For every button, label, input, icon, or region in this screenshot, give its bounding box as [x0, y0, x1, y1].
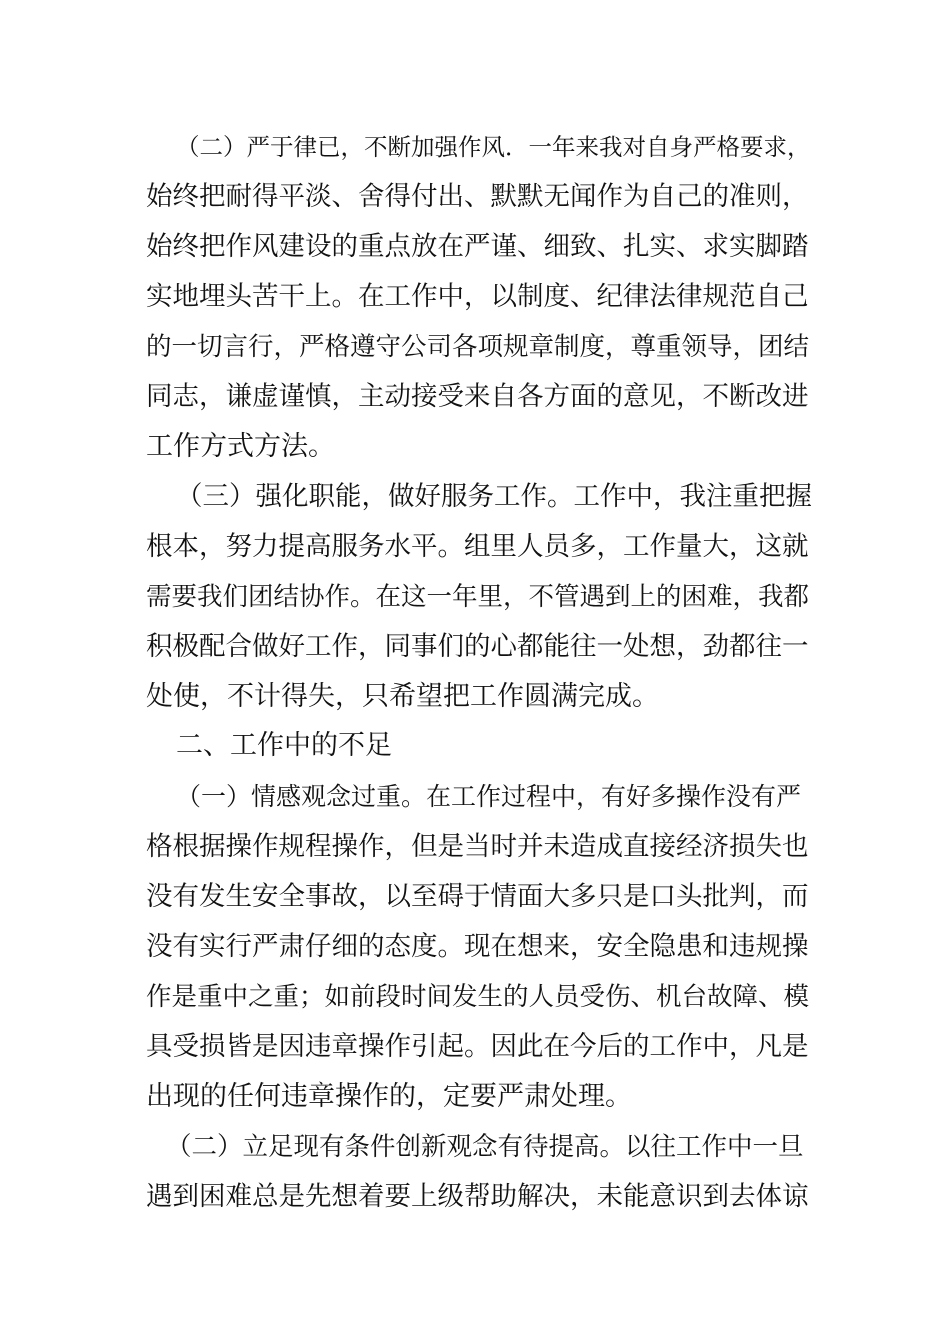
- text-line: （二）严于律已，不断加强作风．一年来我对自身严格要求，: [176, 133, 811, 161]
- text-line: 同志，谦虚谨慎，主动接受来自各方面的意见，不断改进: [146, 381, 809, 412]
- text-line: 需要我们团结协作。在这一年里，不管遇到上的困难，我都: [146, 582, 810, 612]
- text-line: （二）立足现有条件创新观念有待提高。以往工作中一旦: [166, 1132, 804, 1162]
- text-line: 工作方式方法。: [146, 431, 335, 462]
- text-line: 遇到困难总是先想着要上级帮助解决，未能意识到去体谅: [146, 1181, 809, 1212]
- text-line: 作是重中之重；如前段时间发生的人员受伤、机台故障、模: [146, 982, 810, 1012]
- section-heading: 二、工作中的不足: [176, 730, 392, 761]
- text-line: 处使，不计得失，只希望把工作圆满完成。: [146, 681, 659, 712]
- text-line: （三）强化职能，做好服务工作。工作中，我注重把握: [176, 481, 812, 512]
- text-line: 始终把耐得平淡、舍得付出、默默无闻作为自己的准则，: [146, 181, 809, 212]
- text-line: 实地埋头苦干上。在工作中，以制度、纪律法律规范自己: [146, 281, 809, 312]
- text-line: （一）情感观念过重。在工作过程中，有好多操作没有严: [176, 782, 802, 811]
- text-line: 的一切言行，严格遵守公司各项规章制度，尊重领导，团结: [146, 332, 810, 362]
- text-line: 根本，努力提高服务水平。组里人员多，工作量大，这就: [146, 531, 809, 562]
- text-line: 格根据操作规程操作，但是当时并未造成直接经济损失也: [146, 831, 809, 862]
- text-line: 出现的任何违章操作的，定要严肃处理。: [146, 1081, 632, 1112]
- text-line: 具受损皆是因违章操作引起。因此在今后的工作中，凡是: [146, 1031, 809, 1062]
- text-line: 始终把作风建设的重点放在严谨、细致、扎实、求实脚踏: [146, 231, 809, 262]
- text-line: 没有实行严肃仔细的态度。现在想来，安全隐患和违规操: [146, 931, 809, 962]
- text-line: 没有发生安全事故，以至碍于情面大多只是口头批判，而: [146, 881, 809, 912]
- text-line: 积极配合做好工作，同事们的心都能往一处想，劲都往一: [146, 631, 809, 662]
